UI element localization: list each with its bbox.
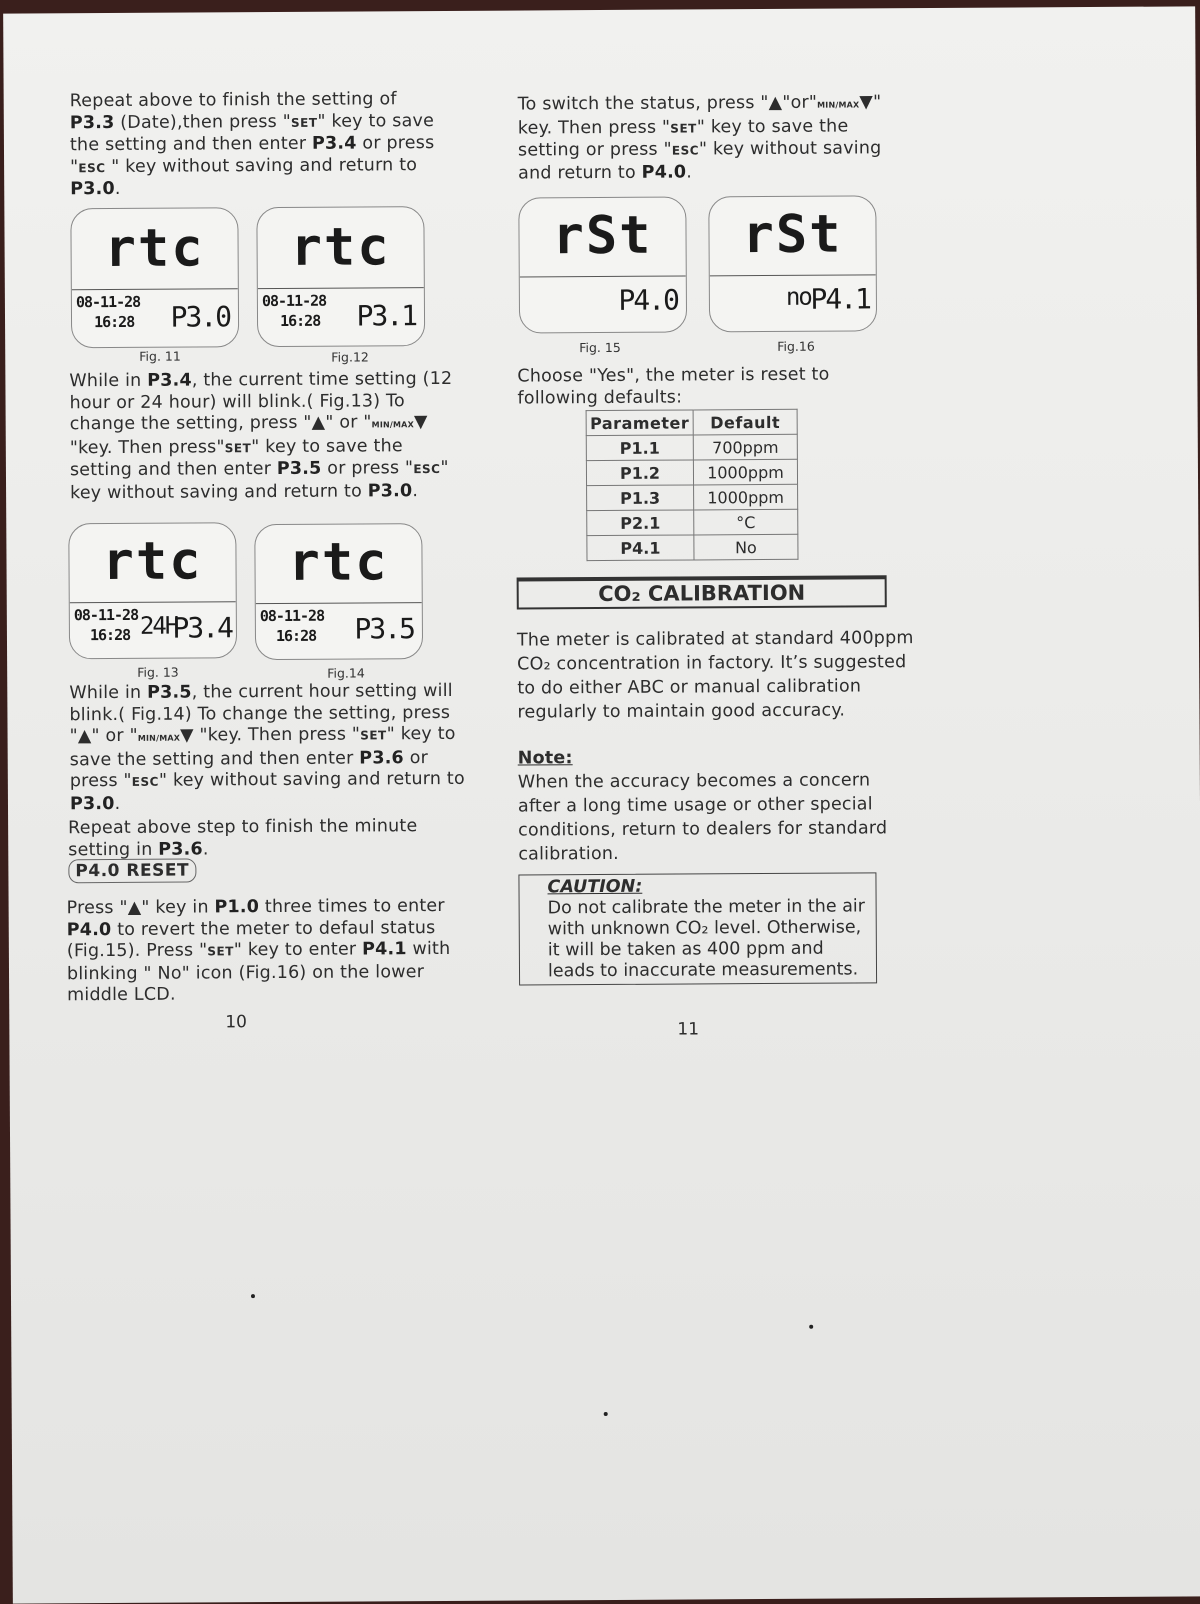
fig-16-caption: Fig.16 [777, 338, 815, 354]
lcd-figure-11: rtc 08-11-28 16:28 P3.0 [70, 207, 239, 348]
table-header-row [586, 409, 797, 435]
table-cell: 1000ppm [694, 484, 798, 510]
manual-page [3, 6, 1200, 1603]
table-header: Parameter [586, 410, 693, 436]
table-cell: P1.2 [586, 460, 693, 486]
table-cell: °C [694, 509, 798, 535]
table-cell: P1.3 [587, 485, 694, 511]
left-para-4: Repeat above step to finish the minute setting in P3.6. [68, 816, 418, 860]
fig-15-caption: Fig. 15 [579, 339, 621, 356]
table-cell: 700ppm [693, 434, 797, 460]
right-para-2: Choose "Yes", the meter is reset to following defaults: [517, 364, 830, 409]
table-row [587, 509, 798, 535]
caution-box [518, 872, 877, 985]
page-number-left: 10 [225, 1012, 248, 1033]
note-title: Note: [517, 748, 573, 769]
caution-title: CAUTION: [547, 876, 643, 898]
table-cell: P4.1 [587, 535, 694, 561]
lcd-figure-13: rtc 08-11-28 16:28 24H P3.4 [68, 522, 237, 659]
table-header: Default [693, 409, 797, 435]
fig-14-caption: Fig.14 [327, 665, 365, 681]
table-cell: 1000ppm [693, 459, 797, 485]
fig-11-caption: Fig. 11 [139, 348, 181, 364]
lcd-figure-16: rSt no P4.1 [708, 195, 877, 332]
fig-13-caption: Fig. 13 [137, 664, 179, 680]
left-para-3: While in P3.5, the current hour setting will blink.( Fig.14) To change the setting, press "▲" or "MIN/MAX▼ "key. Then press "SET" key to save the setting and then enter P3.6 or press "ESC" key without saving and return to P3.0. [69, 680, 465, 814]
table-cell: P1.1 [586, 435, 693, 461]
table-row [586, 434, 797, 460]
page-number-right: 11 [677, 1019, 700, 1040]
lcd-figure-14: rtc 08-11-28 16:28 P3.5 [254, 523, 423, 660]
right-para-3: The meter is calibrated at standard 400ppm CO₂ concentration in factory. It’s suggested to do either ABC or manual calibration regularly to maintain good accuracy. [516, 628, 914, 723]
speck [251, 1294, 255, 1298]
table-row [586, 459, 797, 485]
table-cell: No [694, 534, 798, 560]
lcd-figure-15: rSt P4.0 [518, 196, 687, 333]
table-row [587, 484, 798, 510]
calibration-heading: CO₂ CALIBRATION [517, 575, 887, 609]
defaults-table [586, 409, 799, 561]
reset-heading: P4.0 RESET [68, 858, 196, 883]
right-para-1: To switch the status, press "▲"or"MIN/MAX▼" key. Then press "SET" key to save the setting or press "ESC" key without saving and return to P4.0. [517, 92, 882, 184]
left-para-5: Press "▲" key in P1.0 three times to enter P4.0 to revert the meter to defaul status (Fig.15). Press "SET" key to enter P4.1 with blinking " No" icon (Fig.16) on the lower middle LCD. [66, 895, 451, 1006]
speck [809, 1325, 813, 1329]
fig-12-caption: Fig.12 [331, 349, 369, 365]
caution-text: Do not calibrate the meter in the air with unknown CO₂ level. Otherwise, it will be taken as 400 ppm and leads to inaccurate measurements. [547, 896, 866, 982]
table-cell: P2.1 [587, 510, 694, 536]
table-row [587, 534, 798, 560]
note-block [518, 744, 919, 866]
speck [604, 1412, 608, 1416]
left-para-2: While in P3.4, the current time setting (12 hour or 24 hour) will blink.( Fig.13) To change the setting, press "▲" or "MIN/MAX▼ "key. Then press"SET" key to save the setting and then enter P3.5 or press "ESC" key without saving and return to P3.0. [69, 368, 453, 503]
note-text: When the accuracy becomes a concern after a long time usage or other special conditions, return to dealers for standard calibration. [517, 770, 888, 865]
left-para-1: Repeat above to finish the setting of P3.3 (Date),then press "SET" key to save the setting and then enter P3.4 or press "ESC " key without saving and return to P3.0. [69, 89, 435, 200]
lcd-figure-12: rtc 08-11-28 16:28 P3.1 [256, 206, 425, 347]
